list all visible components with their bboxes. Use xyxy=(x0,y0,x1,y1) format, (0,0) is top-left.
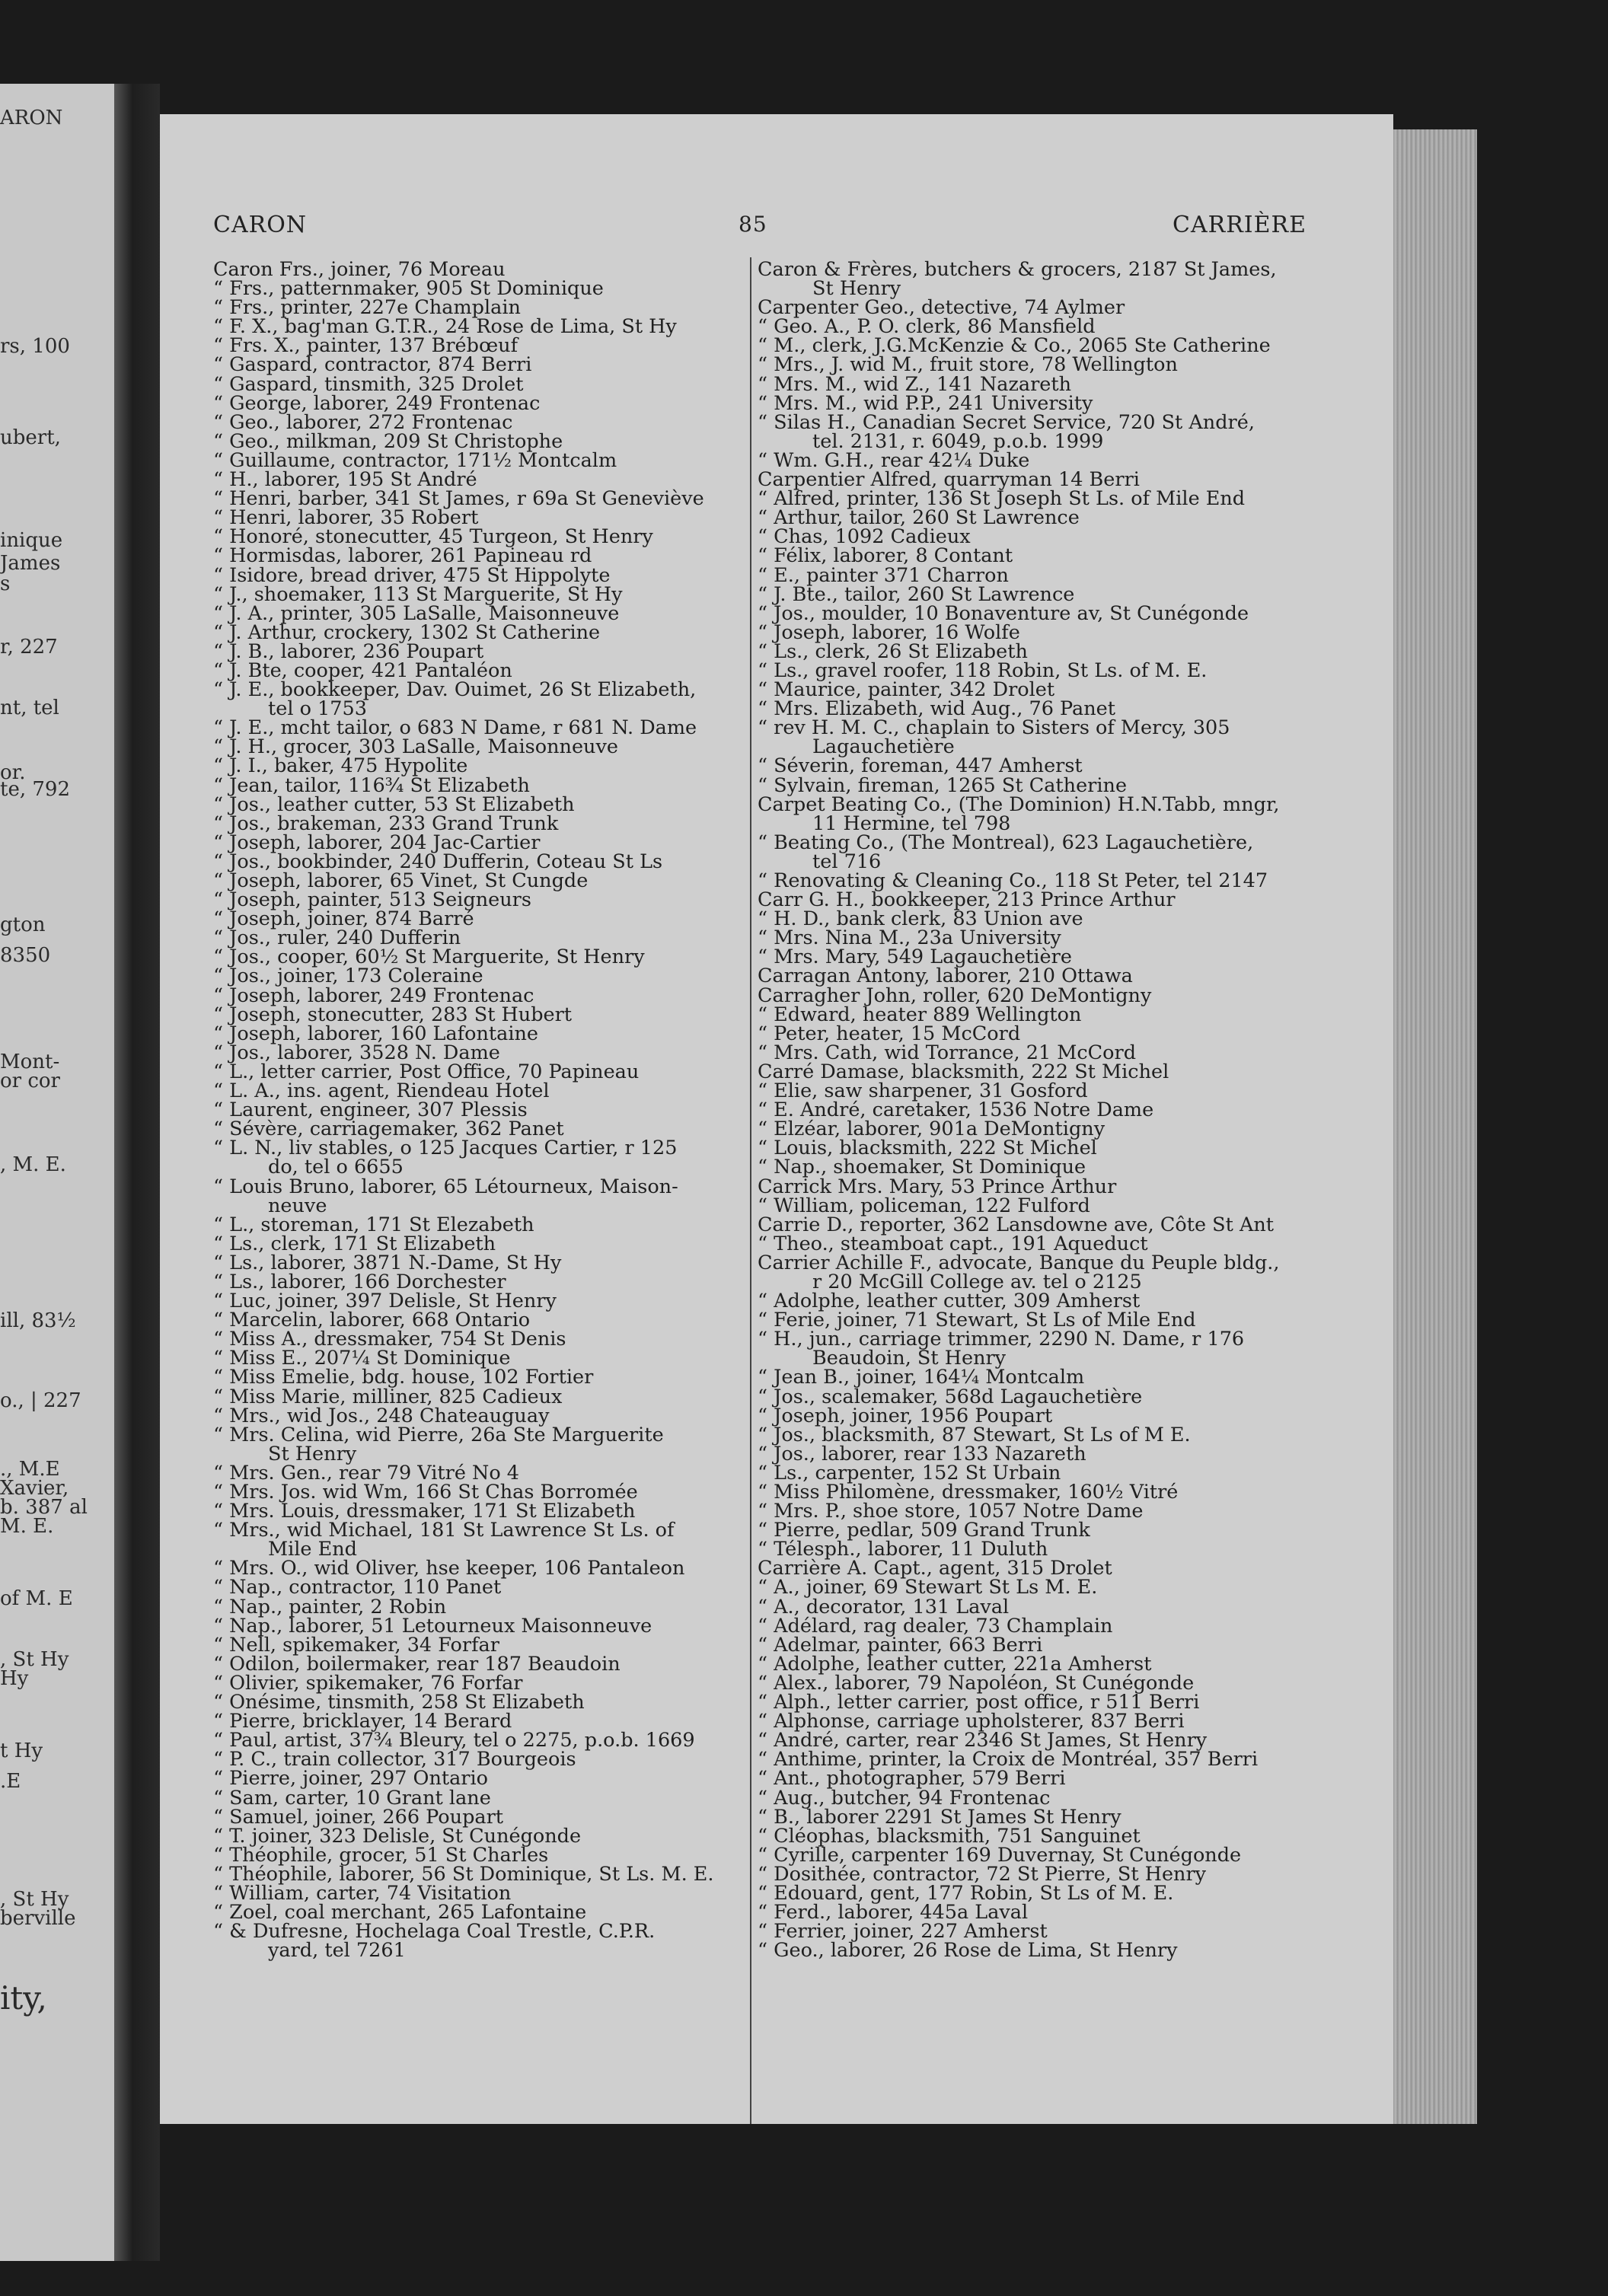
book-gutter xyxy=(114,84,160,2261)
directory-entry: “ Guillaume, contractor, 171½ Montcalm xyxy=(213,448,617,472)
directory-entry: “ J. Bte, cooper, 421 Pantaléon xyxy=(213,659,512,682)
left-column xyxy=(213,258,746,1963)
directory-entry: “ H., laborer, 195 St André xyxy=(213,468,477,492)
directory-entry: “ Joseph, laborer, 249 Frontenac xyxy=(213,984,534,1007)
directory-entry: “ Jos., leather cutter, 53 St Elizabeth xyxy=(213,792,575,816)
directory-entry: “ Peter, heater, 15 McCord xyxy=(758,1022,1021,1045)
directory-entry: Carragher John, roller, 620 DeMontigny xyxy=(758,984,1152,1007)
directory-entry: “ Joseph, laborer, 16 Wolfe xyxy=(758,620,1020,644)
directory-entry: “ Dosithée, contractor, 72 St Pierre, St Henry xyxy=(758,1862,1207,1886)
directory-entry: “ Mrs. Cath, wid Torrance, 21 McCord xyxy=(758,1041,1137,1064)
directory-entry: “ Ferrier, joiner, 227 Amherst xyxy=(758,1920,1048,1944)
directory-entry: do, tel o 6655 xyxy=(268,1156,404,1179)
directory-entry: “ Theo., steamboat capt., 191 Aqueduct xyxy=(758,1232,1148,1255)
directory-entry: “ Zoel, coal merchant, 265 Lafontaine xyxy=(213,1901,587,1924)
directory-entry: “ Joseph, laborer, 160 Lafontaine xyxy=(213,1022,539,1045)
directory-entry: “ Samuel, joiner, 266 Poupart xyxy=(213,1805,504,1829)
directory-entry: tel. 2131, r. 6049, p.o.b. 1999 xyxy=(812,429,1104,453)
directory-entry: “ A., decorator, 131 Laval xyxy=(758,1595,1010,1618)
left-page-fragment xyxy=(0,84,114,2261)
directory-entry: “ Séverin, foreman, 447 Amherst xyxy=(758,754,1083,778)
directory-entry: Lagauchetière xyxy=(812,735,955,759)
left-page-text: of M. E xyxy=(0,1587,73,1610)
directory-entry: “ Nap., shoemaker, St Dominique xyxy=(758,1156,1086,1179)
directory-entry: “ Miss Emelie, bdg. house, 102 Fortier xyxy=(213,1366,594,1389)
directory-entry: “ P. C., train collector, 317 Bourgeois xyxy=(213,1748,576,1771)
directory-entry: “ Jos., laborer, rear 133 Nazareth xyxy=(758,1442,1086,1465)
left-page-text: , M. E. xyxy=(0,1153,66,1176)
directory-entry: “ Mrs. M., wid P.P., 241 University xyxy=(758,391,1093,415)
directory-entry: “ Frs. X., painter, 137 Brébœuf xyxy=(213,334,518,358)
directory-entry: “ Sévère, carriagemaker, 362 Panet xyxy=(213,1118,564,1141)
directory-entry: “ Jos., moulder, 10 Bonaventure av, St Cunégonde xyxy=(758,601,1249,625)
directory-entry: “ Mrs. O., wid Oliver, hse keeper, 106 Pantaleon xyxy=(213,1557,685,1580)
left-page-text: or. xyxy=(0,761,26,784)
left-page-text: 8350 xyxy=(0,944,51,967)
directory-entry: “ Louis Bruno, laborer, 65 Létourneux, Maison- xyxy=(213,1175,678,1198)
directory-entry: Carrick Mrs. Mary, 53 Prince Arthur xyxy=(758,1175,1117,1198)
directory-entry: “ Théophile, grocer, 51 St Charles xyxy=(213,1843,549,1867)
left-page-text: gton xyxy=(0,914,46,936)
directory-entry: “ George, laborer, 249 Frontenac xyxy=(213,391,541,415)
directory-entry: “ Geo., laborer, 272 Frontenac xyxy=(213,410,513,434)
directory-entry: “ J. Arthur, crockery, 1302 St Catherine xyxy=(213,620,601,644)
directory-entry: “ Hormisdas, laborer, 261 Papineau rd xyxy=(213,544,592,568)
directory-entry: “ J. A., printer, 305 LaSalle, Maisonneuve xyxy=(213,601,620,625)
directory-entry: “ Sylvain, fireman, 1265 St Catherine xyxy=(758,773,1128,797)
directory-entry: 11 Hermine, tel 798 xyxy=(812,812,1011,835)
directory-entry: “ Mrs., wid Michael, 181 St Lawrence St Ls. of xyxy=(213,1519,675,1542)
directory-entry: “ Mrs. Elizabeth, wid Aug., 76 Panet xyxy=(758,697,1116,721)
directory-entry: “ Adelmar, painter, 663 Berri xyxy=(758,1633,1043,1657)
directory-entry: “ Frs., patternmaker, 905 St Dominique xyxy=(213,277,604,301)
page-number: 85 xyxy=(739,212,767,237)
left-page-text: Xavier, xyxy=(0,1477,69,1500)
directory-entry: “ Silas H., Canadian Secret Service, 720 St André, xyxy=(758,410,1255,434)
directory-entry: Caron & Frères, butchers & grocers, 2187 St James, xyxy=(758,258,1277,281)
directory-entry: “ Edward, heater 889 Wellington xyxy=(758,1003,1082,1026)
directory-entry: “ B., laborer 2291 St James St Henry xyxy=(758,1805,1121,1829)
directory-entry: “ Télesph., laborer, 11 Duluth xyxy=(758,1538,1048,1561)
directory-entry: tel 716 xyxy=(812,850,882,873)
directory-entry: “ Ant., photographer, 579 Berri xyxy=(758,1767,1066,1791)
directory-entry: “ Isidore, bread driver, 475 St Hippolyte xyxy=(213,563,611,587)
directory-entry: “ Joseph, painter, 513 Seigneurs xyxy=(213,888,531,912)
directory-entry: “ Arthur, tailor, 260 St Lawrence xyxy=(758,506,1080,530)
left-page-text: b. 387 al xyxy=(0,1496,88,1519)
directory-entry: “ Alph., letter carrier, post office, r 511 Berri xyxy=(758,1691,1200,1714)
left-page-text: .E xyxy=(0,1770,21,1793)
directory-entry: “ Alex., laborer, 79 Napoléon, St Cunégonde xyxy=(758,1671,1195,1695)
directory-entry: “ Aug., butcher, 94 Frontenac xyxy=(758,1786,1051,1810)
directory-entry: “ Henri, laborer, 35 Robert xyxy=(213,506,479,530)
directory-entry: Carré Damase, blacksmith, 222 St Michel xyxy=(758,1060,1169,1083)
directory-entry: “ William, carter, 74 Visitation xyxy=(213,1881,512,1905)
directory-entry: “ Ls., clerk, 171 St Elizabeth xyxy=(213,1232,496,1255)
directory-entry: “ Ls., clerk, 26 St Elizabeth xyxy=(758,639,1028,663)
left-page-text: nt, tel xyxy=(0,697,59,719)
directory-entry: “ Laurent, engineer, 307 Plessis xyxy=(213,1099,528,1122)
left-page-text: James xyxy=(0,552,61,575)
directory-entry: “ Sam, carter, 10 Grant lane xyxy=(213,1786,491,1810)
left-page-text: s xyxy=(0,572,11,595)
directory-entry: “ Mrs. Jos. wid Wm, 166 St Chas Borromée xyxy=(213,1481,638,1504)
left-page-text: , St Hy xyxy=(0,1648,69,1671)
directory-entry: “ Théophile, laborer, 56 St Dominique, St Ls. M. E. xyxy=(213,1862,714,1886)
directory-entry: “ Adolphe, leather cutter, 309 Amherst xyxy=(758,1290,1141,1313)
directory-entry: “ & Dufresne, Hochelaga Coal Trestle, C.P.R. xyxy=(213,1920,656,1944)
directory-entry: “ M., clerk, J.G.McKenzie & Co., 2065 Ste Catherine xyxy=(758,334,1271,358)
directory-entry: “ Cyrille, carpenter 169 Duvernay, St Cunégonde xyxy=(758,1843,1242,1867)
directory-entry: “ Henri, barber, 341 St James, r 69a St Geneviève xyxy=(213,487,704,511)
directory-entry: “ Jos., scalemaker, 568d Lagauchetière xyxy=(758,1385,1143,1408)
directory-entry: “ Olivier, spikemaker, 76 Forfar xyxy=(213,1671,523,1695)
directory-entry: “ Jos., joiner, 173 Coleraine xyxy=(213,965,483,988)
directory-entry: “ Joseph, stonecutter, 283 St Hubert xyxy=(213,1003,573,1026)
left-page-text: rs, 100 xyxy=(0,335,70,358)
directory-entry: Carragan Antony, laborer, 210 Ottawa xyxy=(758,965,1133,988)
left-page-text: Mont- xyxy=(0,1051,60,1073)
directory-entry: “ J. H., grocer, 303 LaSalle, Maisonneuve xyxy=(213,735,618,759)
left-page-text: M. E. xyxy=(0,1515,54,1538)
directory-entry: “ Elie, saw sharpener, 31 Gosford xyxy=(758,1079,1088,1103)
directory-entry: “ Nap., painter, 2 Robin xyxy=(213,1595,447,1618)
directory-entry: “ Elzéar, laborer, 901a DeMontigny xyxy=(758,1118,1106,1141)
directory-entry: “ William, policeman, 122 Fulford xyxy=(758,1194,1090,1217)
left-page-text: t Hy xyxy=(0,1740,43,1762)
directory-entry: “ Mrs. Louis, dressmaker, 171 St Elizabeth xyxy=(213,1500,636,1523)
directory-entry: “ J. B., laborer, 236 Poupart xyxy=(213,639,484,663)
directory-entry: “ Jos., brakeman, 233 Grand Trunk xyxy=(213,812,559,835)
directory-entry: Carpenter Geo., detective, 74 Aylmer xyxy=(758,296,1125,320)
directory-entry: “ Marcelin, laborer, 668 Ontario xyxy=(213,1309,531,1332)
directory-entry: “ Gaspard, tinsmith, 325 Drolet xyxy=(213,372,524,396)
directory-entry: Caron Frs., joiner, 76 Moreau xyxy=(213,258,506,281)
directory-entry: r 20 McGill College av. tel o 2125 xyxy=(812,1270,1142,1293)
directory-entry: Carrier Achille F., advocate, Banque du Peuple bldg., xyxy=(758,1251,1280,1274)
directory-entry: Carpentier Alfred, quarryman 14 Berri xyxy=(758,468,1140,492)
directory-entry: “ Nap., contractor, 110 Panet xyxy=(213,1576,502,1599)
directory-entry: “ Anthime, printer, la Croix de Montréal, 357 Berri xyxy=(758,1748,1259,1771)
left-page-text: ARON xyxy=(0,107,63,129)
directory-entry: “ Mrs. P., shoe store, 1057 Notre Dame xyxy=(758,1500,1144,1523)
directory-entry: “ F. X., bag'man G.T.R., 24 Rose de Lima, St Hy xyxy=(213,315,677,339)
directory-entry: Beaudoin, St Henry xyxy=(812,1347,1007,1370)
directory-entry: Carr G. H., bookkeeper, 213 Prince Arthur xyxy=(758,888,1176,912)
directory-entry: “ J. I., baker, 475 Hypolite xyxy=(213,754,468,778)
directory-entry: “ Chas, 1092 Cadieux xyxy=(758,525,971,549)
directory-entry: “ Paul, artist, 37¾ Bleury, tel o 2275, p.o.b. 1669 xyxy=(213,1729,695,1752)
directory-entry: “ Alfred, printer, 136 St Joseph St Ls. of Mile End xyxy=(758,487,1246,511)
directory-entry: “ Jean B., joiner, 164¼ Montcalm xyxy=(758,1366,1085,1389)
directory-entry: “ Onésime, tinsmith, 258 St Elizabeth xyxy=(213,1691,585,1714)
directory-entry: “ Jos., laborer, 3528 N. Dame xyxy=(213,1041,500,1064)
left-page-text: ity, xyxy=(0,1979,47,2017)
left-page-text: or cor xyxy=(0,1070,60,1092)
directory-entry: “ Pierre, joiner, 297 Ontario xyxy=(213,1767,489,1791)
directory-entry: “ Adélard, rag dealer, 73 Champlain xyxy=(758,1614,1113,1637)
left-page-text: inique xyxy=(0,529,63,552)
directory-entry: yard, tel 7261 xyxy=(268,1939,406,1963)
directory-entry: “ Frs., printer, 227e Champlain xyxy=(213,296,521,320)
directory-entry: “ Ls., laborer, 3871 N.-Dame, St Hy xyxy=(213,1251,562,1274)
left-page-text: berville xyxy=(0,1907,76,1930)
directory-entry: “ L. N., liv stables, o 125 Jacques Cartier, r 125 xyxy=(213,1137,678,1160)
directory-entry: “ Geo., milkman, 209 St Christophe xyxy=(213,429,563,453)
directory-entry: “ Jean, tailor, 116¾ St Elizabeth xyxy=(213,773,530,797)
left-page-text: Hy xyxy=(0,1667,29,1690)
directory-entry: “ Jos., ruler, 240 Dufferin xyxy=(213,926,461,950)
directory-entry: “ Jos., cooper, 60½ St Marguerite, St Henry xyxy=(213,946,645,969)
directory-entry: “ Joseph, laborer, 204 Jac-Cartier xyxy=(213,831,541,854)
directory-entry: “ Mrs., J. wid M., fruit store, 78 Wellington xyxy=(758,353,1178,377)
directory-entry: “ Geo., laborer, 26 Rose de Lima, St Henry xyxy=(758,1939,1178,1963)
directory-entry: “ Louis, blacksmith, 222 St Michel xyxy=(758,1137,1097,1160)
directory-entry: Carrière A. Capt., agent, 315 Drolet xyxy=(758,1557,1112,1580)
directory-entry: “ Miss A., dressmaker, 754 St Denis xyxy=(213,1328,566,1351)
left-page-text: ., M.E xyxy=(0,1458,60,1481)
directory-entry: “ L., letter carrier, Post Office, 70 Papineau xyxy=(213,1060,640,1083)
directory-entry: “ Pierre, bricklayer, 14 Berard xyxy=(213,1710,512,1733)
directory-entry: “ L. A., ins. agent, Riendeau Hotel xyxy=(213,1079,550,1103)
directory-entry: “ Joseph, joiner, 1956 Poupart xyxy=(758,1404,1053,1427)
directory-entry: “ E. André, caretaker, 1536 Notre Dame xyxy=(758,1099,1154,1122)
directory-entry: “ Ls., gravel roofer, 118 Robin, St Ls. of M. E. xyxy=(758,659,1208,682)
directory-entry: “ Geo. A., P. O. clerk, 86 Mansfield xyxy=(758,315,1096,339)
directory-entry: “ Ferie, joiner, 71 Stewart, St Ls of Mile End xyxy=(758,1309,1196,1332)
column-rule xyxy=(750,257,751,2124)
directory-entry: “ T. joiner, 323 Delisle, St Cunégonde xyxy=(213,1824,582,1848)
directory-entry: “ J. Bte., tailor, 260 St Lawrence xyxy=(758,582,1075,606)
directory-entry: “ Mrs. Celina, wid Pierre, 26a Ste Marguerite xyxy=(213,1423,664,1446)
directory-entry: “ E., painter 371 Charron xyxy=(758,563,1009,587)
directory-entry: “ Félix, laborer, 8 Contant xyxy=(758,544,1013,568)
left-page-text: te, 792 xyxy=(0,778,70,801)
directory-entry: “ Odilon, boilermaker, rear 187 Beaudoin xyxy=(213,1652,621,1676)
directory-entry: “ Miss E., 207¼ St Dominique xyxy=(213,1347,511,1370)
left-page-text: r, 227 xyxy=(0,636,58,659)
directory-entry: “ Alphonse, carriage upholsterer, 837 Berri xyxy=(758,1710,1185,1733)
directory-entry: “ Miss Philomène, dressmaker, 160½ Vitré xyxy=(758,1481,1179,1504)
directory-entry: St Henry xyxy=(268,1442,357,1465)
directory-entry: “ Luc, joiner, 397 Delisle, St Henry xyxy=(213,1290,557,1313)
right-column xyxy=(758,258,1291,1963)
directory-entry: “ J. E., bookkeeper, Dav. Ouimet, 26 St Elizabeth, xyxy=(213,678,697,702)
directory-entry: “ Nell, spikemaker, 34 Forfar xyxy=(213,1633,499,1657)
left-page-text: ill, 83½ xyxy=(0,1309,76,1332)
directory-entry: “ Jos., bookbinder, 240 Dufferin, Coteau St Ls xyxy=(213,850,663,873)
directory-entry: Carrie D., reporter, 362 Lansdowne ave, Côte St Ant xyxy=(758,1213,1275,1236)
directory-entry: “ J. E., mcht tailor, o 683 N Dame, r 681 N. Dame xyxy=(213,716,697,740)
directory-entry: “ L., storeman, 171 St Elezabeth xyxy=(213,1213,534,1236)
left-page-text: ubert, xyxy=(0,426,61,449)
running-head-right: CARRIÈRE xyxy=(1172,212,1307,238)
directory-page xyxy=(160,114,1393,2124)
directory-entry: “ Honoré, stonecutter, 45 Turgeon, St Henry xyxy=(213,525,653,549)
directory-entry: Mile End xyxy=(268,1538,357,1561)
directory-entry: “ Adolphe, leather cutter, 221a Amherst xyxy=(758,1652,1152,1676)
directory-entry: “ Ls., laborer, 166 Dorchester xyxy=(213,1270,506,1293)
directory-entry: tel o 1753 xyxy=(268,697,367,721)
directory-entry: “ Gaspard, contractor, 874 Berri xyxy=(213,353,532,377)
directory-entry: “ Renovating & Cleaning Co., 118 St Peter, tel 2147 xyxy=(758,869,1268,892)
directory-entry: “ Mrs. M., wid Z., 141 Nazareth xyxy=(758,372,1072,396)
directory-entry: “ Mrs. Gen., rear 79 Vitré No 4 xyxy=(213,1461,520,1484)
directory-entry: “ Ferd., laborer, 445a Laval xyxy=(758,1901,1029,1924)
directory-entry: “ André, carter, rear 2346 St James, St Henry xyxy=(758,1729,1208,1752)
directory-entry: St Henry xyxy=(812,277,901,301)
directory-entry: “ rev H. M. C., chaplain to Sisters of Mercy, 305 xyxy=(758,716,1230,740)
directory-entry: Carpet Beating Co., (The Dominion) H.N.Tabb, mngr, xyxy=(758,792,1280,816)
left-page-text: o., | 227 xyxy=(0,1389,81,1412)
directory-entry: “ H. D., bank clerk, 83 Union ave xyxy=(758,907,1083,931)
directory-entry: “ A., joiner, 69 Stewart St Ls M. E. xyxy=(758,1576,1098,1599)
directory-entry: “ Pierre, pedlar, 509 Grand Trunk xyxy=(758,1519,1090,1542)
directory-entry: “ Maurice, painter, 342 Drolet xyxy=(758,678,1055,702)
running-head-left: CARON xyxy=(213,212,308,238)
directory-entry: “ Jos., blacksmith, 87 Stewart, St Ls of M E. xyxy=(758,1423,1191,1446)
directory-entry: “ Mrs., wid Jos., 248 Chateauguay xyxy=(213,1404,550,1427)
directory-entry: “ Edouard, gent, 177 Robin, St Ls of M. E. xyxy=(758,1881,1174,1905)
page-edges xyxy=(1393,129,1477,2124)
directory-entry: “ Cléophas, blacksmith, 751 Sanguinet xyxy=(758,1824,1141,1848)
directory-entry: “ Ls., carpenter, 152 St Urbain xyxy=(758,1461,1061,1484)
directory-entry: “ Nap., laborer, 51 Letourneux Maisonneuve xyxy=(213,1614,652,1637)
directory-entry: “ Joseph, laborer, 65 Vinet, St Cungde xyxy=(213,869,589,892)
directory-entry: “ Beating Co., (The Montreal), 623 Lagauchetière, xyxy=(758,831,1254,854)
directory-entry: “ Miss Marie, milliner, 825 Cadieux xyxy=(213,1385,563,1408)
directory-entry: “ H., jun., carriage trimmer, 2290 N. Dame, r 176 xyxy=(758,1328,1245,1351)
left-page-text: , St Hy xyxy=(0,1888,69,1911)
directory-entry: “ Mrs. Mary, 549 Lagauchetière xyxy=(758,946,1072,969)
directory-entry: “ Joseph, joiner, 874 Barré xyxy=(213,907,474,931)
directory-entry: “ J., shoemaker, 113 St Marguerite, St Hy xyxy=(213,582,623,606)
directory-entry: “ Wm. G.H., rear 42¼ Duke xyxy=(758,448,1030,472)
directory-entry: “ Mrs. Nina M., 23a University xyxy=(758,926,1061,950)
directory-entry: neuve xyxy=(268,1194,327,1217)
